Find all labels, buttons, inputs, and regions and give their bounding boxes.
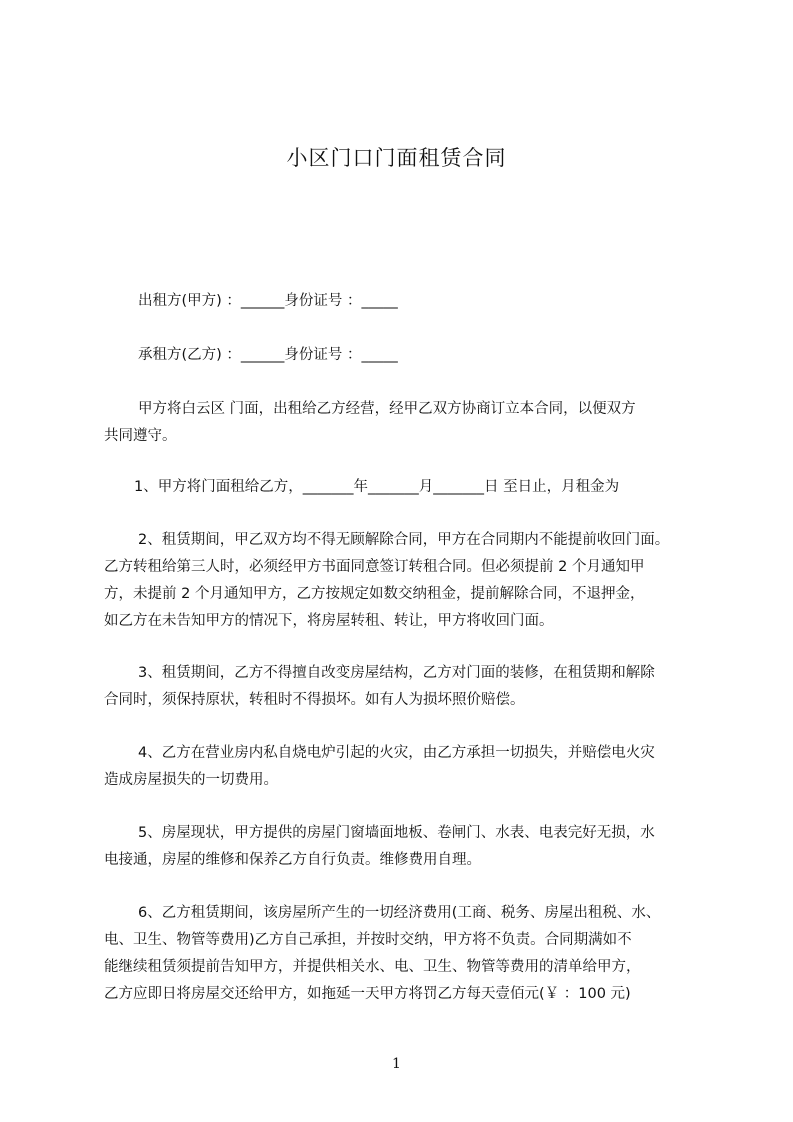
text-line: 共同遵守。 [104, 428, 177, 444]
text-line: 乙方转租给第三人时，必须经甲方书面同意签订转租合同。但必须提前 2 个月通知甲 [104, 559, 645, 575]
text-line: 甲方将白云区 门面，出租给乙方经营，经甲乙双方协商订立本合同，以便双方 [138, 401, 636, 417]
text-line: 能继续租赁须提前告知甲方，并提供相关水、电、卫生、物管等费用的清单给甲方， [104, 959, 641, 975]
page-number: 1 [392, 1056, 401, 1072]
text-line: 如乙方在未告知甲方的情况下，将房屋转租、转让，甲方将收回门面。 [104, 613, 554, 629]
text-line: 3、租赁期间，乙方不得擅自改变房屋结构，乙方对门面的装修，在租赁期和解除 [138, 665, 655, 681]
clause-1 [104, 474, 724, 501]
document-title: 小区门口门面租赁合同 [286, 146, 507, 170]
intro-paragraph [104, 396, 724, 450]
clause-3 [104, 660, 724, 714]
text-line: 乙方应即日将房屋交还给甲方，如拖延一天甲方将罚乙方每天壹佰元(￥ ：100 元) [104, 986, 631, 1002]
text-line: 2、租赁期间，甲乙双方均不得无顾解除合同，甲方在合同期内不能提前收回门面。 [138, 532, 670, 548]
text-line: 合同时，须保持原状，转租时不得损坏。如有人为损坏照价赔偿。 [104, 692, 525, 708]
text-line: 造成房屋损失的一切费用。 [104, 772, 278, 788]
text-line: 电、卫生、物管等费用)乙方自己承担，并按时交纳，甲方将不负责。合同期满如不 [104, 932, 632, 948]
text-line: 1、甲方将门面租给乙方，_______年_______月_______日 至日止，月租金为 [134, 479, 620, 495]
text-line: 方，未提前 2 个月通知甲方，乙方按规定如数交纳租金，提前解除合同，不退押金， [104, 586, 645, 602]
lessee-line: 承租方(乙方) ：______身份证号 ：_____ [138, 347, 398, 363]
lessor-line: 出租方(甲方) ：______身份证号 ：_____ [138, 293, 398, 309]
text-line: 4、乙方在营业房内私自烧电炉引起的火灾，由乙方承担一切损失，并赔偿电火灾 [138, 745, 655, 761]
clause-2 [104, 527, 724, 635]
clause-5 [104, 820, 724, 874]
clause-6 [104, 900, 724, 1008]
clause-4 [104, 740, 724, 794]
text-line: 电接通，房屋的维修和保养乙方自行负责。维修费用自理。 [104, 852, 481, 868]
text-line: 6、乙方租赁期间，该房屋所产生的一切经济费用(工商、税务、房屋出租税、水、 [138, 905, 661, 921]
text-line: 5、房屋现状，甲方提供的房屋门窗墙面地板、卷闸门、水表、电表完好无损，水 [138, 825, 655, 841]
